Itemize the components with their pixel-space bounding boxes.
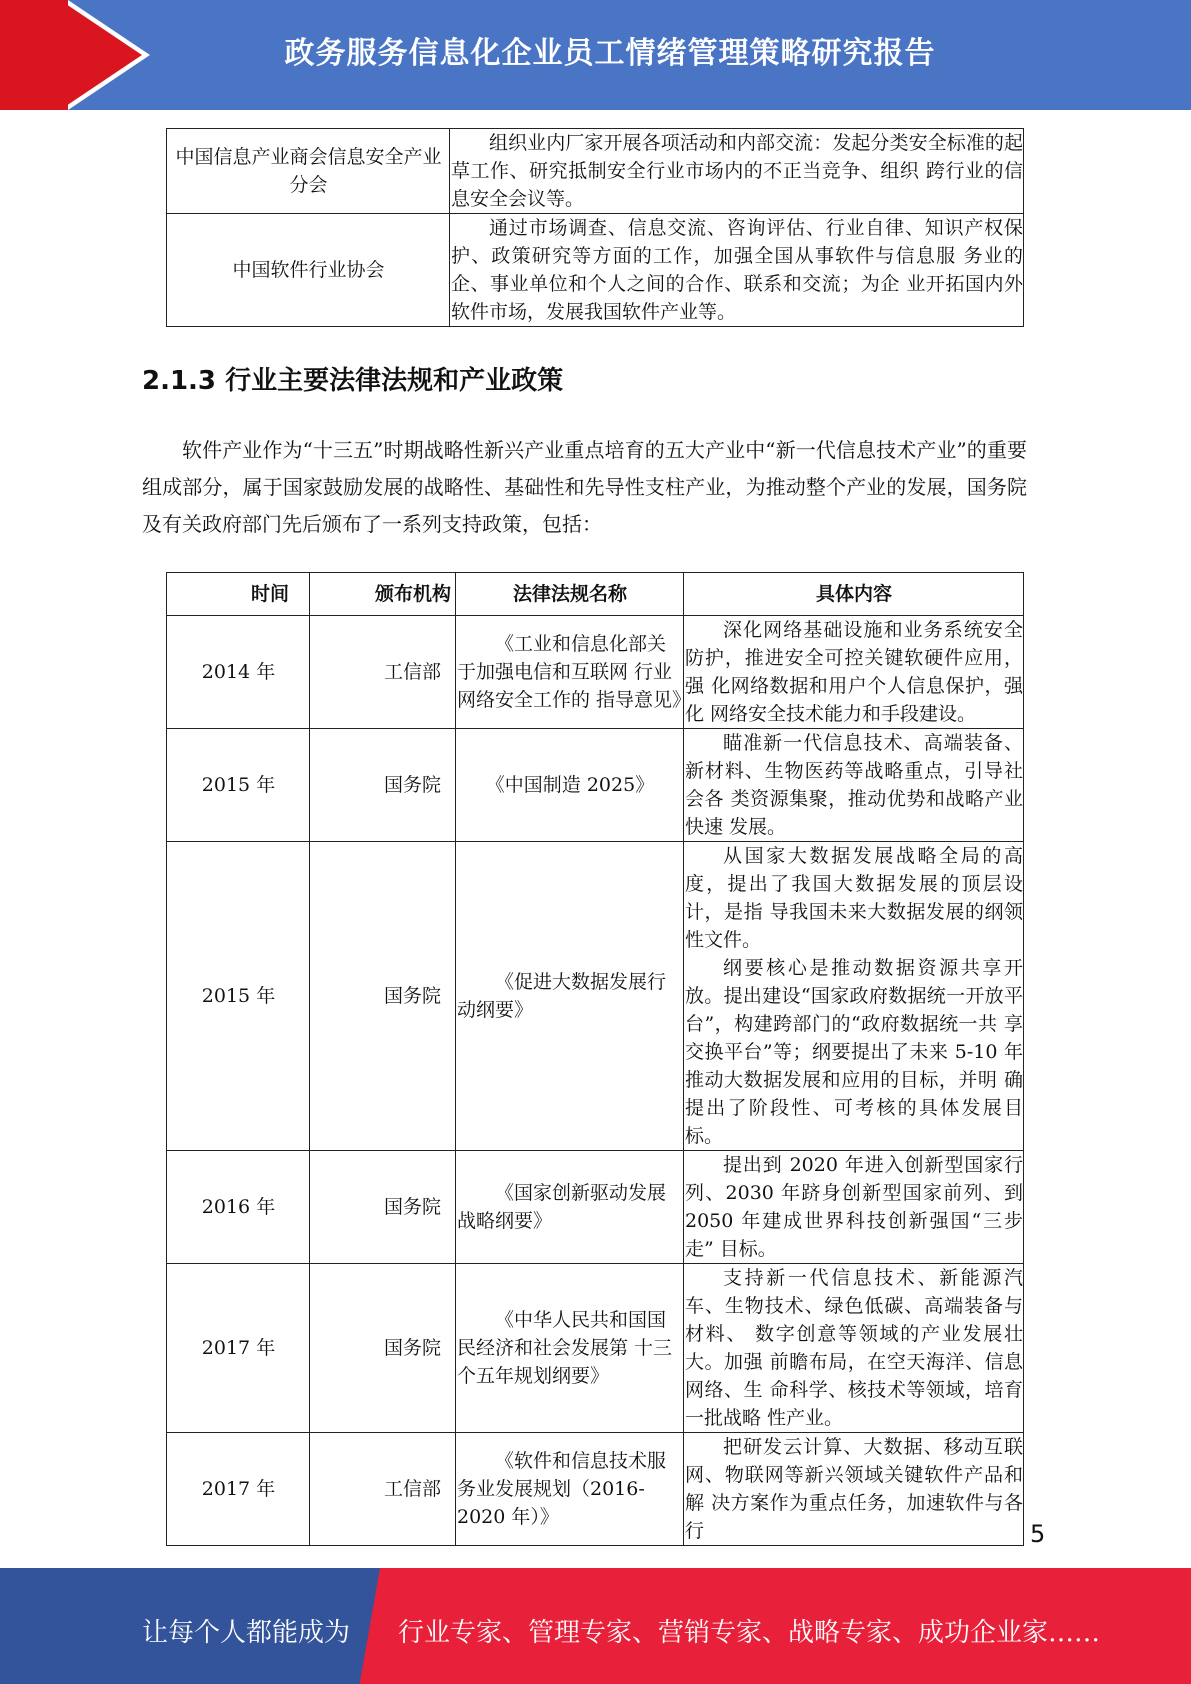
- org-desc: 组织业内厂家开展各项活动和内部交流：发起分类安全标准的起草工作、研究抵制安全行业市场内的不正当竞争、组织 跨行业的信息安全会议等。: [450, 129, 1024, 214]
- org-name: 中国信息产业商会信息安全产业分会: [167, 129, 450, 214]
- table-row: [167, 1433, 1024, 1546]
- policy-law: 《中华人民共和国国民经济和社会发展第 十三个五年规划纲要》: [456, 1264, 684, 1433]
- policy-time: 2014 年: [167, 616, 310, 729]
- content-paragraph: 纲要核心是推动数据资源共享开放。提出建设“国家政府数据统一开放平 台”，构建跨部门的“政府数据统一共 享交换平台”等；纲要提出了未来 5-10 年推动大数据发展和应用的目标，并明 确提出了阶段性、可考核的具体发展目 标。: [685, 957, 1023, 1147]
- org-name: 中国软件行业协会: [167, 214, 450, 327]
- footer-slogan-left: 让每个人都能成为: [142, 1618, 351, 1648]
- table-row: [167, 214, 1024, 327]
- org-desc: 通过市场调查、信息交流、咨询评估、行业自律、知识产权保护、政策研究等方面的工作，加强全国从事软件与信息服 务业的企、事业单位和个人之间的合作、联系和交流；为企 业开拓国内外软件市场，发展我国软件产业等。: [450, 214, 1024, 327]
- policy-org: 工信部: [310, 1433, 456, 1546]
- policy-content: [684, 616, 1024, 729]
- page-header: [0, 0, 1191, 110]
- footer-slogan-right: 行业专家、管理专家、营销专家、战略专家、成功企业家……: [398, 1618, 1101, 1648]
- policy-content: [684, 842, 1024, 1151]
- table-header-row: [167, 573, 1024, 616]
- org-table: [166, 128, 1024, 327]
- table-row: [167, 129, 1024, 214]
- column-header: 颁布机构: [310, 573, 456, 616]
- policy-time: 2017 年: [167, 1433, 310, 1546]
- policy-law: 《软件和信息技术服务业发展规划（2016-2020 年）》: [456, 1433, 684, 1546]
- table-row: [167, 616, 1024, 729]
- policy-time: 2015 年: [167, 729, 310, 842]
- content-paragraph: 提出到 2020 年进入创新型国家行列、2030 年跻身创新型国家前列、到 2050 年建成世界科技创新强国“三步走” 目标。: [685, 1154, 1023, 1260]
- policy-content: [684, 1151, 1024, 1264]
- policy-law: 《中国制造 2025》: [456, 729, 684, 842]
- report-title: 政务服务信息化企业员工情绪管理策略研究报告: [284, 36, 936, 71]
- policy-content: [684, 729, 1024, 842]
- column-header: 具体内容: [684, 573, 1024, 616]
- section-paragraph: 软件产业作为“十三五”时期战略性新兴产业重点培育的五大产业中“新一代信息技术产业”的重要组成部分，属于国家鼓励发展的战略性、基础性和先导性支柱产业，为推动整个产业的发展，国务院及有关政府部门先后颁布了一系列支持政策，包括：: [142, 438, 1027, 536]
- content-paragraph: 深化网络基础设施和业务系统安全防护，推进安全可控关键软硬件应用，强 化网络数据和用户个人信息保护，强化 网络安全技术能力和手段建设。: [685, 619, 1023, 725]
- content-paragraph: 瞄准新一代信息技术、高端装备、新材料、生物医药等战略重点，引导社会各 类资源集聚，推动优势和战略产业快速 发展。: [685, 732, 1023, 838]
- table-row: [167, 1264, 1024, 1433]
- policy-org: 工信部: [310, 616, 456, 729]
- page-footer: [0, 1568, 1191, 1684]
- policy-org: 国务院: [310, 842, 456, 1151]
- section-heading: 2.1.3 行业主要法律法规和产业政策: [142, 366, 564, 396]
- policy-content: [684, 1433, 1024, 1546]
- header-red-chevron: [60, 0, 142, 110]
- column-header: 时间: [167, 573, 310, 616]
- table-row: [167, 1151, 1024, 1264]
- policy-law: 《国家创新驱动发展战略纲要》: [456, 1151, 684, 1264]
- policy-content: [684, 1264, 1024, 1433]
- policy-law: 《促进大数据发展行动纲要》: [456, 842, 684, 1151]
- policy-time: 2016 年: [167, 1151, 310, 1264]
- policy-time: 2017 年: [167, 1264, 310, 1433]
- table-row: [167, 842, 1024, 1151]
- header-red-block: [0, 0, 68, 110]
- page-number: 5: [1030, 1520, 1046, 1548]
- policy-time: 2015 年: [167, 842, 310, 1151]
- policy-org: 国务院: [310, 1151, 456, 1264]
- content-paragraph: 把研发云计算、大数据、移动互联网、物联网等新兴领域关键软件产品和解 决方案作为重点任务，加速软件与各行: [685, 1436, 1023, 1542]
- policy-org: 国务院: [310, 1264, 456, 1433]
- policy-org: 国务院: [310, 729, 456, 842]
- column-header: 法律法规名称: [456, 573, 684, 616]
- content-paragraph: 支持新一代信息技术、新能源汽车、生物技术、绿色低碳、高端装备与材料、 数字创意等领域的产业发展壮大。加强 前瞻布局，在空天海洋、信息网络、生 命科学、核技术等领域，培育一批战略 性产业。: [685, 1267, 1023, 1429]
- content-paragraph: 从国家大数据发展战略全局的高度，提出了我国大数据发展的顶层设计，是指 导我国未来大数据发展的纲领性文件。: [685, 845, 1023, 951]
- table-row: [167, 729, 1024, 842]
- policy-table: [166, 572, 1024, 1546]
- policy-law: 《工业和信息化部关于加强电信和互联网 行业网络安全工作的 指导意见》: [456, 616, 684, 729]
